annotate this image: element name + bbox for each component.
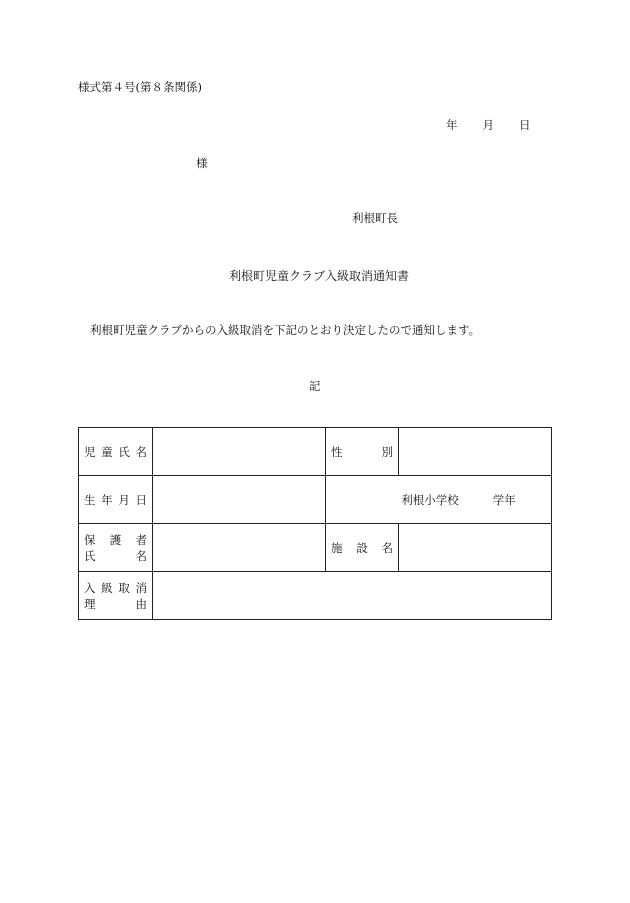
label-char: 級 [101, 580, 113, 595]
label-char: 生 [84, 492, 96, 507]
label-char: 氏 [84, 548, 96, 563]
label-char: 保 [84, 532, 96, 547]
record-table [78, 427, 552, 620]
reason-value[interactable] [153, 572, 552, 620]
label-char: 氏 [118, 444, 130, 459]
table-row [79, 428, 552, 476]
facility-value[interactable] [399, 524, 552, 572]
label-char: 護 [109, 532, 122, 547]
child-name-label [84, 444, 147, 460]
label-char: 設 [356, 540, 368, 555]
birthdate-value[interactable] [153, 476, 326, 524]
birthdate-label-cell [79, 476, 153, 524]
birthdate-label [84, 492, 147, 508]
date-month: 月 [482, 118, 494, 132]
table-row [79, 572, 552, 620]
form-number: 様式第４号(第８条関係) [78, 80, 202, 94]
label-char: 児 [84, 444, 96, 459]
guardian-label-cell [79, 524, 153, 572]
ki-heading: 記 [309, 379, 321, 393]
label-char: 消 [135, 580, 147, 595]
facility-label [331, 540, 393, 556]
label-char: 別 [381, 444, 393, 459]
body-text: 利根町児童クラブからの入級取消を下記のとおり決定したので通知します。 [90, 323, 481, 337]
date-year: 年 [446, 118, 458, 132]
table-row [79, 524, 552, 572]
reason-label-line1 [84, 580, 147, 596]
school-grade-cell[interactable] [326, 476, 552, 524]
document-title: 利根町児童クラブ入級取消通知書 [229, 269, 410, 283]
label-char: 施 [331, 540, 343, 555]
label-char: 童 [101, 444, 113, 459]
reason-label-cell [79, 572, 153, 620]
label-char: 日 [135, 492, 147, 507]
label-char: 月 [118, 492, 130, 507]
label-char: 名 [135, 548, 147, 563]
label-char: 年 [101, 492, 113, 507]
grade-label: 学年 [492, 492, 516, 507]
guardian-name-value[interactable] [153, 524, 326, 572]
issuer: 利根町長 [352, 211, 398, 225]
gender-label-cell [326, 428, 399, 476]
addressee-suffix: 様 [196, 156, 208, 170]
label-char: 由 [135, 596, 147, 611]
gender-value[interactable] [399, 428, 552, 476]
label-char: 理 [84, 596, 96, 611]
gender-label [331, 444, 393, 460]
label-char: 入 [84, 580, 96, 595]
label-char: 名 [135, 444, 147, 459]
table-row [79, 476, 552, 524]
reason-label-line2 [84, 596, 147, 612]
guardian-label-line2 [84, 548, 147, 564]
label-char: 名 [381, 540, 393, 555]
label-char: 性 [331, 444, 343, 459]
school-name: 利根小学校 [401, 492, 459, 507]
date-line [446, 120, 531, 132]
date-day: 日 [519, 118, 531, 132]
child-name-value[interactable] [153, 428, 326, 476]
guardian-label-line1 [84, 532, 147, 548]
label-char: 取 [118, 580, 130, 595]
facility-label-cell [326, 524, 399, 572]
child-name-label-cell [79, 428, 153, 476]
label-char: 者 [135, 532, 147, 547]
